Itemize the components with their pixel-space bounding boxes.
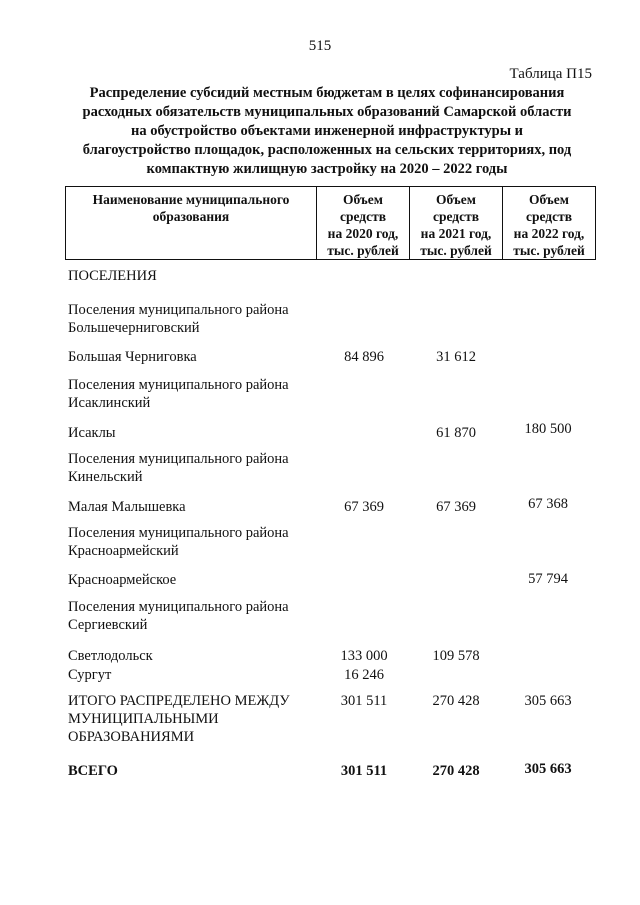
- header-name: [66, 187, 317, 260]
- header-line: тыс. рублей: [420, 243, 492, 258]
- group-label: [68, 301, 328, 337]
- total-value-2021: 270 428: [432, 763, 480, 779]
- subtotal-name-line: ОБРАЗОВАНИЯМИ: [68, 729, 195, 745]
- subtotal-value-2020: 301 511: [340, 693, 388, 709]
- header-line: на 2022 год,: [513, 226, 585, 241]
- header-line: тыс. рублей: [327, 243, 399, 258]
- row-value-2020: 16 246: [344, 667, 384, 683]
- group-label-line: Поселения муниципального района: [68, 525, 289, 541]
- header-line: Наименование муниципального: [92, 192, 290, 207]
- header-2020: [317, 187, 410, 260]
- total-value-2022: 305 663: [524, 761, 572, 777]
- row-name: Малая Малышевка: [68, 499, 186, 515]
- header-line: средств: [432, 209, 480, 224]
- table-header: [65, 186, 596, 260]
- group-label: [68, 450, 328, 486]
- subtotal-name-line: ИТОГО РАСПРЕДЕЛЕНО МЕЖДУ: [68, 693, 290, 709]
- subtotal-name: [68, 692, 328, 746]
- group-label-line: Большечерниговский: [68, 320, 200, 336]
- group-label-line: Кинельский: [68, 469, 143, 485]
- group-label-line: Поселения муниципального района: [68, 302, 289, 318]
- row-value-2021: 61 870: [436, 425, 476, 441]
- group-label-line: Поселения муниципального района: [68, 377, 289, 393]
- group-label: [68, 524, 328, 560]
- header-line: тыс. рублей: [513, 243, 585, 258]
- row-value-2022: 57 794: [528, 571, 568, 587]
- subtotal-name-line: МУНИЦИПАЛЬНЫМИ: [68, 711, 219, 727]
- row-value-2022: 67 368: [528, 496, 568, 512]
- group-label-line: Красноармейский: [68, 543, 179, 559]
- row-name: Красноармейское: [68, 572, 177, 588]
- row-value-2020: 84 896: [344, 349, 384, 365]
- group-label: [68, 376, 328, 412]
- row-value-2022: 180 500: [524, 421, 572, 437]
- total-name: ВСЕГО: [68, 763, 118, 779]
- row-name: Светлодольск: [68, 648, 153, 664]
- subtotal-value-2022: 305 663: [524, 693, 572, 709]
- row-value-2021: 109 578: [432, 648, 480, 664]
- title-line: на обустройство объектами инженерной инфраструктуры и: [130, 123, 524, 139]
- table-label: Таблица П15: [509, 66, 592, 82]
- group-label-line: Поселения муниципального района: [68, 451, 289, 467]
- section-label: ПОСЕЛЕНИЯ: [68, 268, 157, 284]
- header-2022: [503, 187, 596, 260]
- row-value-2020: 133 000: [340, 648, 388, 664]
- group-label: [68, 598, 328, 634]
- header-line: на 2020 год,: [327, 226, 399, 241]
- row-value-2020: 67 369: [344, 499, 384, 515]
- header-line: Объем: [529, 192, 569, 207]
- title-line: компактную жилищную застройку на 2020 – 2022 годы: [146, 161, 508, 177]
- header-line: Объем: [343, 192, 383, 207]
- header-line: на 2021 год,: [420, 226, 492, 241]
- group-label-line: Поселения муниципального района: [68, 599, 289, 615]
- group-label-line: Исаклинский: [68, 395, 151, 411]
- total-value-2020: 301 511: [340, 763, 388, 779]
- header-line: средств: [339, 209, 387, 224]
- header-line: средств: [525, 209, 573, 224]
- header-2021: [410, 187, 503, 260]
- row-value-2021: 67 369: [436, 499, 476, 515]
- title-line: Распределение субсидий местным бюджетам в целях софинансирования: [89, 85, 565, 101]
- header-line: образования: [152, 209, 230, 224]
- row-name: Сургут: [68, 667, 112, 683]
- title-line: благоустройство площадок, расположенных на сельских территориях, под: [82, 142, 572, 158]
- page-number: 515: [308, 38, 332, 54]
- group-label-line: Сергиевский: [68, 617, 148, 633]
- row-name: Исаклы: [68, 425, 116, 441]
- title-line: расходных обязательств муниципальных образований Самарской области: [82, 104, 572, 120]
- row-value-2021: 31 612: [436, 349, 476, 365]
- header-line: Объем: [436, 192, 476, 207]
- subtotal-value-2021: 270 428: [432, 693, 480, 709]
- document-title: [62, 84, 592, 179]
- row-name: Большая Черниговка: [68, 349, 197, 365]
